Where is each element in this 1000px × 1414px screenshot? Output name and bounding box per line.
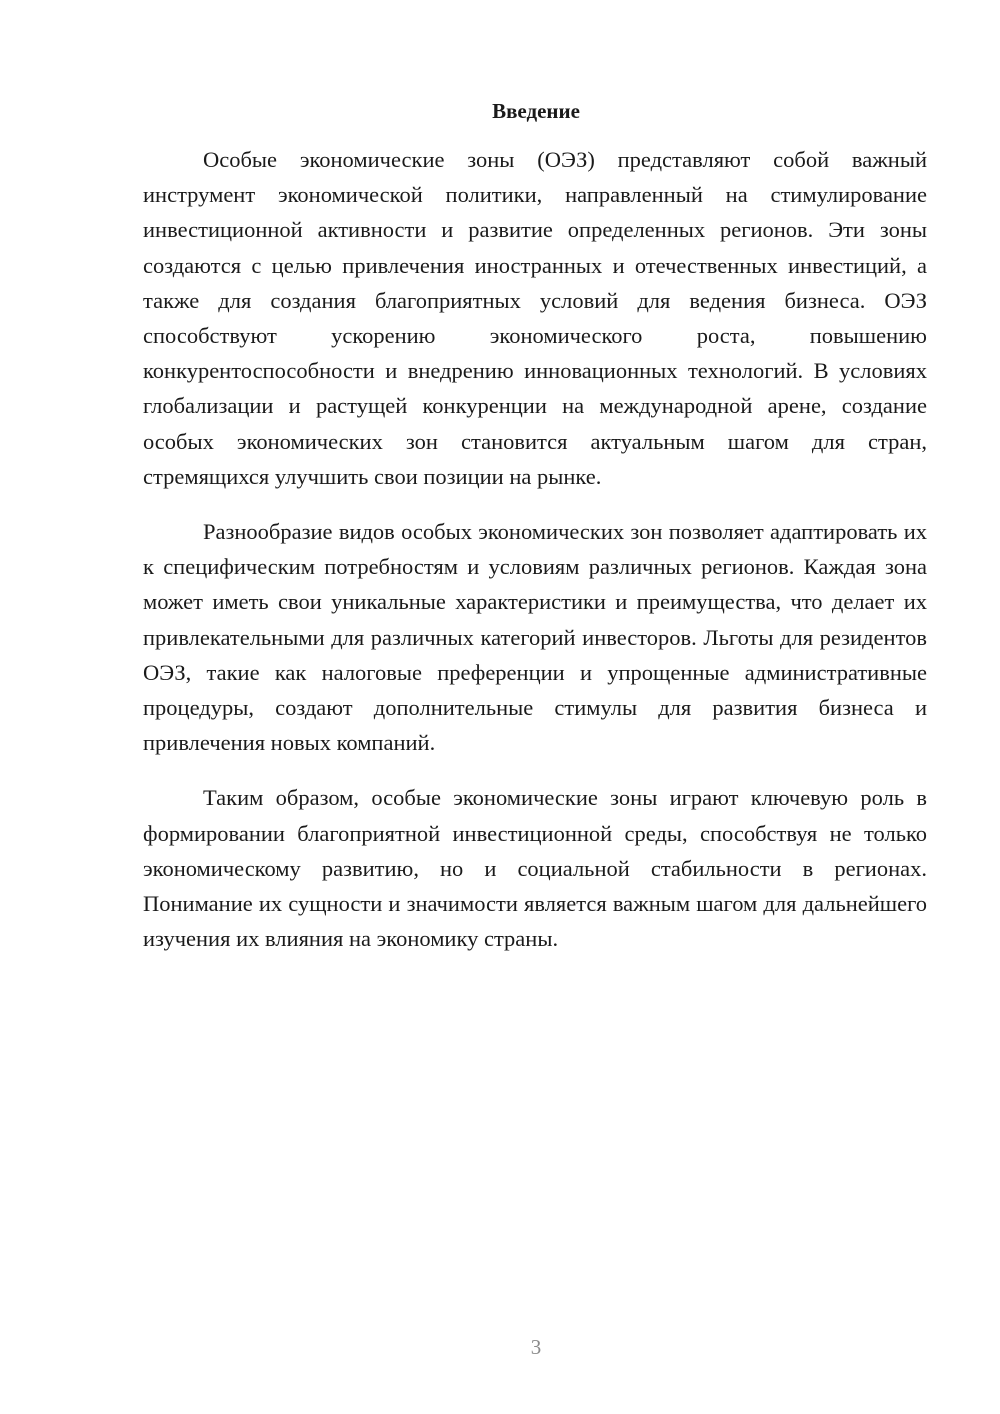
paragraph-3: Таким образом, особые экономические зоны играют ключевую роль в формировании благоприятной инвестиционной среды, способствуя не только экономическому развитию, но и социальной стабильности в регионах. Понимание их сущности и значимости является важным шагом для дальнейшего изучения их влияния на экономику страны.: [143, 785, 927, 952]
section-title: Введение: [492, 99, 580, 123]
paragraph-2: Разнообразие видов особых экономических зон позволяет адаптировать их к специфическим потребностям и условиям различных регионов. Каждая зона может иметь свои уникальные характеристики и преимущества, что делает их привлекательными для различных категорий инвесторов. Льготы для резидентов ОЭЗ, такие как налоговые преференции и упрощенные административные процедуры, создают дополнительные стимулы для развития бизнеса и привлечения новых компаний.: [143, 519, 927, 756]
body-text: [143, 142, 927, 976]
paragraph-1: Особые экономические зоны (ОЭЗ) представляют собой важный инструмент экономической политики, направленный на стимулирование инвестиционной активности и развитие определенных регионов. Эти зоны создаются с целью привлечения иностранных и отечественных инвестиций, а также для создания благоприятных условий для ведения бизнеса. ОЭЗ способствуют ускорению экономического роста, повышению конкурентоспособности и внедрению инновационных технологий. В условиях глобализации и растущей конкуренции на международной арене, создание особых экономических зон становится актуальным шагом для стран, стремящихся улучшить свои позиции на рынке.: [143, 147, 927, 489]
page-number: 3: [530, 1335, 542, 1359]
